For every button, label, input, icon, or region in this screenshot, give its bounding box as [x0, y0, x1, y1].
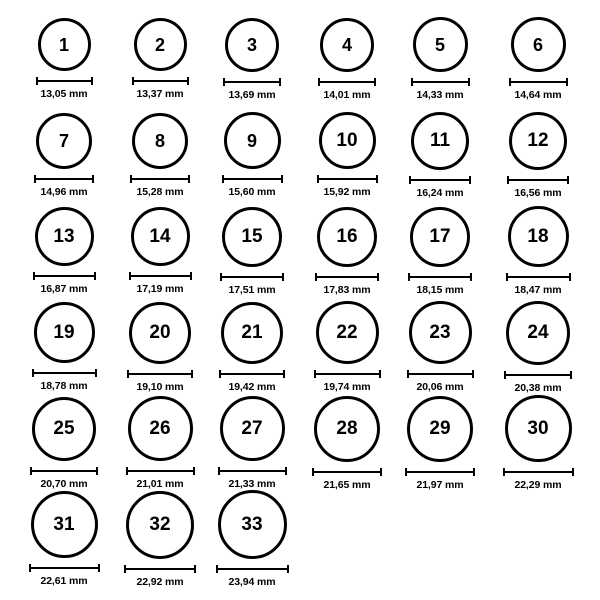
ring-size-cell [204, 106, 300, 198]
ring-circle [410, 207, 470, 267]
ring-circle [129, 302, 191, 364]
ring-circle [413, 17, 468, 72]
ring-circle [218, 490, 287, 559]
diameter-label: 18,78 mm [40, 380, 88, 392]
diameter-label: 17,19 mm [136, 283, 184, 295]
diameter-measure-bar [29, 564, 100, 572]
ring-size-cell [16, 202, 112, 295]
ring-size-cell [16, 490, 112, 587]
measure-line [318, 81, 376, 83]
ring-circle [128, 396, 193, 461]
diameter-label: 19,10 mm [136, 380, 184, 393]
ring-circle [220, 396, 285, 461]
ring-size-cell [490, 202, 586, 296]
ring-size-number: 3 [246, 34, 257, 55]
ring-circle [221, 302, 283, 364]
ring-size-number: 15 [241, 226, 263, 247]
diameter-label: 13,05 mm [40, 88, 88, 100]
diameter-measure-bar [219, 370, 285, 378]
diameter-measure-bar [315, 273, 379, 281]
ring-circle [222, 207, 282, 267]
diameter-measure-bar [312, 468, 382, 476]
measure-line [30, 470, 98, 472]
ring-size-cell [204, 10, 300, 101]
ring-size-number: 19 [53, 322, 75, 343]
diameter-measure-bar [506, 273, 571, 281]
ring-size-cell [490, 298, 586, 394]
diameter-label: 16,87 mm [40, 283, 88, 295]
diameter-measure-bar [405, 468, 475, 476]
ring-size-cell [299, 298, 395, 393]
ring-size-cell [299, 10, 395, 101]
measure-line [314, 373, 381, 375]
ring-size-number: 17 [429, 226, 451, 247]
diameter-measure-bar [32, 369, 97, 377]
ring-size-cell [490, 394, 586, 491]
ring-size-cell [204, 298, 300, 393]
diameter-label: 22,61 mm [40, 575, 88, 587]
diameter-label: 16,56 mm [514, 186, 562, 199]
diameter-label: 18,15 mm [416, 283, 464, 296]
ring-circle [314, 396, 380, 462]
ring-size-cell [204, 202, 300, 296]
measure-line [132, 80, 189, 82]
ring-circle [407, 396, 473, 462]
measure-line [317, 178, 378, 180]
ring-size-cell [392, 394, 488, 491]
diameter-label: 20,70 mm [40, 477, 88, 490]
ring-circle [511, 17, 566, 72]
measure-line [220, 276, 284, 278]
diameter-measure-bar [30, 467, 98, 475]
ring-circle [409, 301, 472, 364]
diameter-label: 15,92 mm [323, 186, 371, 198]
ring-size-cell [392, 106, 488, 199]
diameter-measure-bar [223, 78, 281, 86]
diameter-measure-bar [317, 175, 378, 183]
diameter-measure-bar [130, 175, 190, 183]
measure-line [219, 373, 285, 375]
ring-size-number: 22 [336, 322, 358, 343]
diameter-measure-bar [318, 78, 376, 86]
ring-size-number: 20 [149, 322, 171, 343]
diameter-measure-bar [216, 565, 289, 573]
diameter-label: 17,51 mm [228, 283, 276, 296]
ring-size-number: 21 [241, 322, 263, 343]
diameter-measure-bar [407, 370, 474, 378]
measure-line [129, 275, 192, 277]
ring-size-number: 11 [429, 130, 451, 151]
ring-size-cell [490, 106, 586, 199]
ring-circle [506, 301, 570, 365]
ring-size-number: 9 [246, 130, 257, 151]
diameter-measure-bar [507, 176, 569, 184]
measure-line [29, 567, 100, 569]
measure-line [411, 81, 470, 83]
ring-size-cell [490, 10, 586, 101]
ring-size-number: 4 [341, 34, 352, 55]
diameter-measure-bar [314, 370, 381, 378]
diameter-label: 21,65 mm [323, 478, 371, 491]
ring-size-number: 32 [149, 514, 171, 535]
ring-size-cell [299, 394, 395, 491]
ring-size-cell [112, 202, 208, 295]
ring-size-number: 5 [434, 34, 445, 55]
measure-line [32, 372, 97, 374]
measure-line [33, 275, 96, 277]
diameter-label: 15,60 mm [228, 186, 276, 198]
ring-circle [31, 491, 98, 558]
ring-circle [36, 113, 92, 169]
ring-size-number: 2 [154, 34, 165, 55]
ring-size-number: 10 [336, 130, 358, 151]
diameter-label: 13,37 mm [136, 88, 184, 100]
ring-circle [509, 112, 567, 170]
ring-size-cell [299, 202, 395, 296]
measure-line [408, 276, 472, 278]
ring-circle [38, 18, 91, 71]
diameter-measure-bar [503, 468, 574, 476]
ring-size-number: 31 [53, 514, 75, 535]
ring-size-number: 13 [53, 226, 75, 247]
diameter-label: 19,74 mm [323, 381, 371, 393]
measure-line [216, 568, 289, 570]
measure-line [34, 178, 94, 180]
ring-size-cell [112, 10, 208, 100]
ring-circle [126, 491, 194, 559]
ring-size-number: 23 [429, 322, 451, 343]
ring-size-cell [112, 394, 208, 490]
measure-line [223, 81, 281, 83]
ring-circle [224, 112, 281, 169]
ring-circle [32, 397, 96, 461]
ring-size-cell [204, 490, 300, 588]
ring-circle [34, 302, 95, 363]
measure-line [405, 471, 475, 473]
ring-size-cell [392, 298, 488, 393]
diameter-measure-bar [124, 565, 196, 573]
diameter-label: 14,33 mm [416, 89, 464, 101]
ring-size-number: 14 [149, 226, 171, 247]
diameter-label: 21,97 mm [416, 478, 464, 491]
diameter-label: 21,01 mm [136, 478, 184, 490]
ring-circle [225, 18, 279, 72]
ring-size-number: 12 [527, 130, 549, 151]
ring-size-number: 6 [532, 34, 543, 55]
diameter-measure-bar [34, 175, 94, 183]
diameter-measure-bar [126, 467, 195, 475]
ring-circle [132, 113, 188, 169]
measure-line [507, 179, 569, 181]
ring-size-number: 8 [154, 130, 165, 151]
diameter-label: 14,01 mm [323, 88, 371, 101]
measure-line [407, 373, 474, 375]
measure-line [312, 471, 382, 473]
ring-size-number: 27 [241, 418, 263, 439]
diameter-measure-bar [127, 370, 193, 378]
ring-size-cell [299, 106, 395, 198]
measure-line [509, 81, 568, 83]
ring-size-number: 16 [336, 226, 358, 247]
measure-line [409, 179, 471, 181]
measure-line [504, 374, 572, 376]
ring-size-number: 25 [53, 418, 75, 439]
diameter-label: 17,83 mm [323, 283, 371, 296]
diameter-label: 13,69 mm [228, 88, 276, 101]
diameter-measure-bar [409, 176, 471, 184]
measure-line [36, 80, 93, 82]
ring-size-cell [16, 106, 112, 198]
ring-size-number: 1 [58, 34, 69, 55]
measure-line [126, 470, 195, 472]
ring-size-cell [16, 394, 112, 490]
diameter-label: 16,24 mm [416, 186, 464, 199]
ring-circle [317, 207, 377, 267]
measure-line [315, 276, 379, 278]
ring-circle [131, 207, 190, 266]
ring-circle [316, 301, 379, 364]
diameter-label: 18,47 mm [514, 284, 562, 296]
diameter-measure-bar [33, 272, 96, 280]
diameter-measure-bar [218, 467, 287, 475]
ring-circle [320, 18, 374, 72]
diameter-measure-bar [408, 273, 472, 281]
diameter-label: 21,33 mm [228, 478, 276, 490]
ring-size-number: 26 [149, 418, 171, 439]
diameter-label: 22,92 mm [136, 575, 184, 588]
measure-line [222, 178, 283, 180]
diameter-measure-bar [132, 77, 189, 85]
ring-size-number: 7 [58, 130, 69, 151]
diameter-measure-bar [222, 175, 283, 183]
ring-circle [134, 18, 187, 71]
diameter-measure-bar [220, 273, 284, 281]
measure-line [503, 471, 574, 473]
ring-size-cell [16, 10, 112, 100]
ring-size-cell [204, 394, 300, 490]
diameter-measure-bar [504, 371, 572, 379]
measure-line [130, 178, 190, 180]
ring-size-number: 29 [429, 418, 451, 439]
ring-size-number: 24 [527, 322, 549, 343]
ring-size-cell [392, 10, 488, 101]
diameter-label: 20,38 mm [514, 381, 562, 394]
ring-size-cell [16, 298, 112, 392]
ring-size-cell [112, 490, 208, 588]
ring-size-number: 28 [336, 418, 358, 439]
diameter-label: 22,29 mm [514, 479, 562, 491]
ring-size-number: 18 [527, 226, 549, 247]
diameter-label: 20,06 mm [416, 381, 464, 393]
diameter-measure-bar [129, 272, 192, 280]
ring-circle [411, 112, 469, 170]
diameter-label: 14,64 mm [514, 89, 562, 101]
diameter-label: 19,42 mm [228, 380, 276, 393]
ring-size-cell [392, 202, 488, 296]
diameter-measure-bar [411, 78, 470, 86]
diameter-measure-bar [509, 78, 568, 86]
ring-size-cell [112, 298, 208, 393]
measure-line [124, 568, 196, 570]
measure-line [127, 373, 193, 375]
ring-size-number: 33 [241, 514, 263, 535]
diameter-measure-bar [36, 77, 93, 85]
ring-size-cell [112, 106, 208, 198]
diameter-label: 14,96 mm [40, 185, 88, 198]
ring-circle [319, 112, 376, 169]
measure-line [218, 470, 287, 472]
ring-size-number: 30 [527, 418, 549, 439]
ring-circle [508, 206, 569, 267]
diameter-label: 15,28 mm [136, 185, 184, 198]
measure-line [506, 276, 571, 278]
diameter-label: 23,94 mm [228, 576, 276, 588]
ring-circle [35, 207, 94, 266]
ring-circle [505, 395, 572, 462]
